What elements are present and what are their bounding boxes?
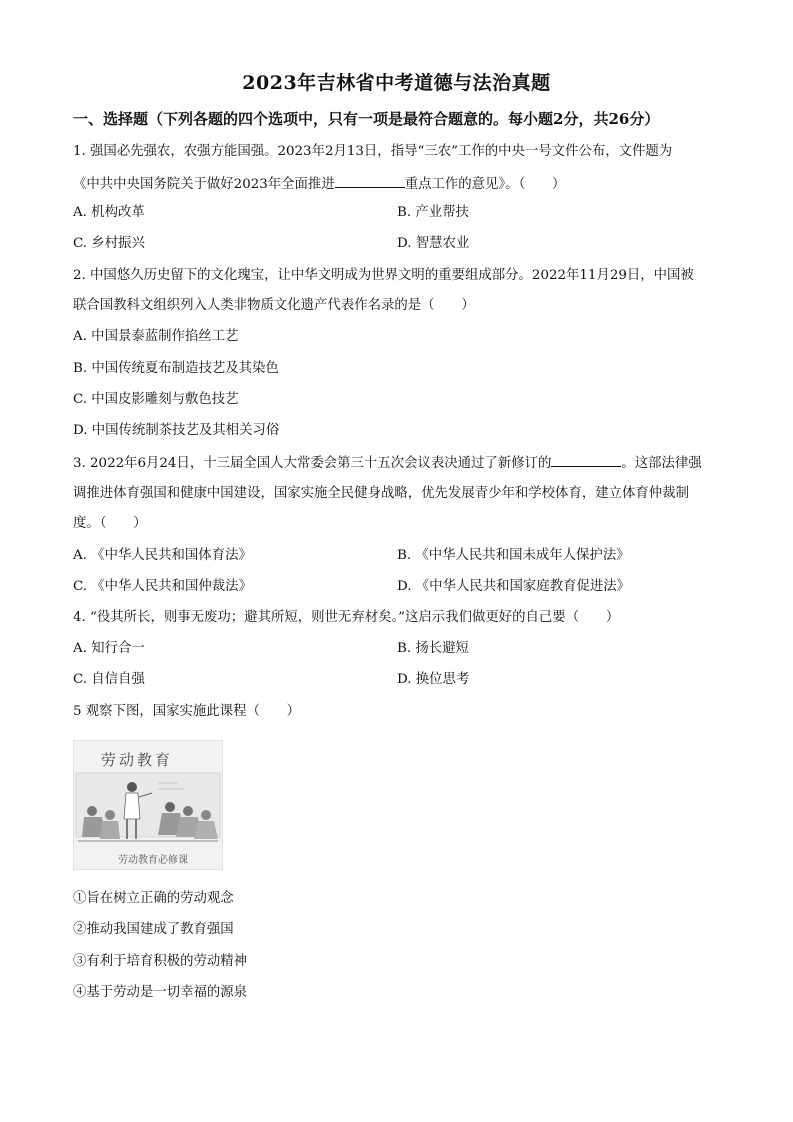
q1-option-c: C. 乡村振兴 [73,236,145,251]
q2-option-c: C. 中国皮影雕刻与敷色技艺 [73,392,239,407]
q4-option-a: A. 知行合一 [73,641,145,656]
q3-option-c: C. 《中华人民共和国仲裁法》 [73,579,252,594]
q4-option-c: C. 自信自强 [73,672,145,687]
q1-stem-line1: 1. 强国必先强农，农强方能国强。2023年2月13日，指导“三农”工作的中央一号文件公布，文件题为 [73,144,673,159]
q1-stem-line2-pre: 《中共中央国务院关于做好2023年全面推进 [73,177,335,192]
q4-option-b: B. 扬长避短 [397,641,469,656]
figure-caption: 劳动教育必修课 [118,855,188,866]
q3-option-a: A. 《中华人民共和国体育法》 [73,548,252,563]
labor-education-figure [73,740,223,870]
q3-stem-line1 [73,452,702,474]
q1-stem-line2-post: 重点工作的意见》。（ ） [404,177,566,192]
q5-statement-1: ①旨在树立正确的劳动观念 [73,891,234,906]
q5-stem-line1: 5 观察下图，国家实施此课程（ ） [73,704,301,719]
q3-stem-line2: 调推进体育强国和健康中国建设，国家实施全民健身战略，优先发展青少年和学校体育，建立体育仲裁制 [73,486,689,501]
q1-option-d: D. 智慧农业 [397,236,470,251]
q3-stem-line3: 度。（ ） [73,516,147,531]
q3-option-d: D. 《中华人民共和国家庭教育促进法》 [397,579,631,594]
q2-stem-line2: 联合国教科文组织列入人类非物质文化遗产代表作名录的是（ ） [73,298,475,313]
figure-title: 劳动教育 [101,751,174,769]
page-title: 2023年吉林省中考道德与法治真题 [242,72,551,94]
q4-option-d: D. 换位思考 [397,672,470,687]
q3-answer-blank [551,452,621,467]
q1-stem-line2 [73,173,565,195]
q1-answer-blank [335,173,405,188]
q5-statement-3: ③有利于培育积极的劳动精神 [73,954,248,969]
q3-stem-line1-post: 。这部法律强 [621,456,702,471]
q1-option-a: A. 机构改革 [73,205,145,220]
q5-statement-4: ④基于劳动是一切幸福的源泉 [73,985,248,1000]
q3-option-b: B. 《中华人民共和国未成年人保护法》 [397,548,630,563]
q4-stem-line1: 4. “役其所长，则事无废功；避其所短，则世无弃材矣。”这启示我们做更好的自己要（ ） [73,610,620,625]
q1-option-b: B. 产业帮扶 [397,205,469,220]
q2-option-d: D. 中国传统制茶技艺及其相关习俗 [73,423,280,438]
section-heading: 一、选择题（下列各题的四个选项中，只有一项是最符合题意的。每小题2分，共26分） [73,110,660,128]
q3-stem-line1-pre: 3. 2022年6月24日，十三届全国人大常委会第三十五次会议表决通过了新修订的 [73,456,552,471]
q5-statement-2: ②推动我国建成了教育强国 [73,922,234,937]
q2-option-b: B. 中国传统夏布制造技艺及其染色 [73,361,279,376]
q2-stem-line1: 2. 中国悠久历史留下的文化瑰宝，让中华文明成为世界文明的重要组成部分。2022年11月29日，中国被 [73,268,694,283]
q2-option-a: A. 中国景泰蓝制作掐丝工艺 [73,329,239,344]
